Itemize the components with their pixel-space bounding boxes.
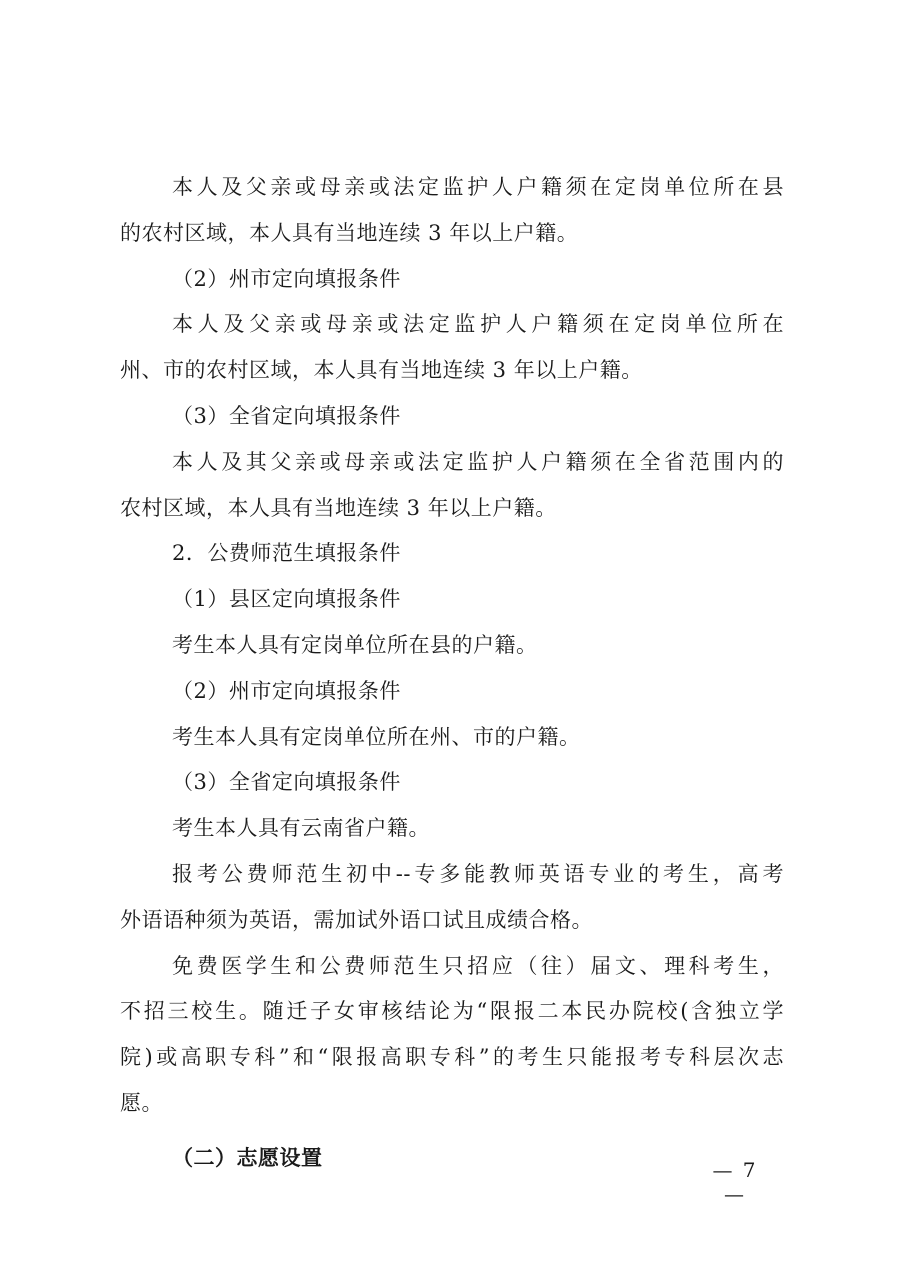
paragraph-line: 免费医学生和公费师范生只招应（往）届文、理科考生， <box>172 953 784 978</box>
paragraph-line: 本人及父亲或母亲或法定监护人户籍须在定岗单位所在县 <box>172 175 784 199</box>
section-heading-line: 2．公费师范生填报条件 <box>172 541 401 566</box>
paragraph-line: 报考公费师范生初中--专多能教师英语专业的考生，高考 <box>172 861 784 886</box>
paragraph-line: 本人及父亲或母亲或法定监护人户籍须在定岗单位所在 <box>172 312 784 337</box>
paragraph-line: 州、市的农村区域，本人具有当地连续 3 年以上户籍。 <box>120 358 643 383</box>
paragraph-line: 考生本人具有定岗单位所在州、市的户籍。 <box>172 724 581 749</box>
paragraph-line: 本人及其父亲或母亲或法定监护人户籍须在全省范围内的 <box>172 449 784 474</box>
page-number: — 7 — <box>712 1158 758 1206</box>
paragraph-line: 院)或高职专科”和“限报高职专科”的考生只能报考专科层次志 <box>120 1045 784 1070</box>
paragraph-line: 考生本人具有云南省户籍。 <box>172 816 430 841</box>
subheading-line: （3）全省定向填报条件 <box>172 770 401 795</box>
paragraph-line: 愿。 <box>120 1090 163 1115</box>
section-heading: （二）志愿设置 <box>172 1144 323 1170</box>
paragraph-line: 农村区域，本人具有当地连续 3 年以上户籍。 <box>120 495 557 520</box>
subheading-line: （2）州市定向填报条件 <box>172 678 401 703</box>
paragraph-line: 外语语种须为英语，需加试外语口试且成绩合格。 <box>120 907 593 932</box>
subheading-line: （1）县区定向填报条件 <box>172 587 401 612</box>
paragraph-line: 考生本人具有定岗单位所在县的户籍。 <box>172 632 538 657</box>
paragraph-line: 的农村区域，本人具有当地连续 3 年以上户籍。 <box>120 220 579 245</box>
paragraph-line: 不招三校生。随迁子女审核结论为“限报二本民办院校(含独立学 <box>120 999 784 1024</box>
body-text <box>120 165 784 1181</box>
subheading-line: （3）全省定向填报条件 <box>172 403 401 428</box>
subheading-line: （2）州市定向填报条件 <box>172 266 401 291</box>
